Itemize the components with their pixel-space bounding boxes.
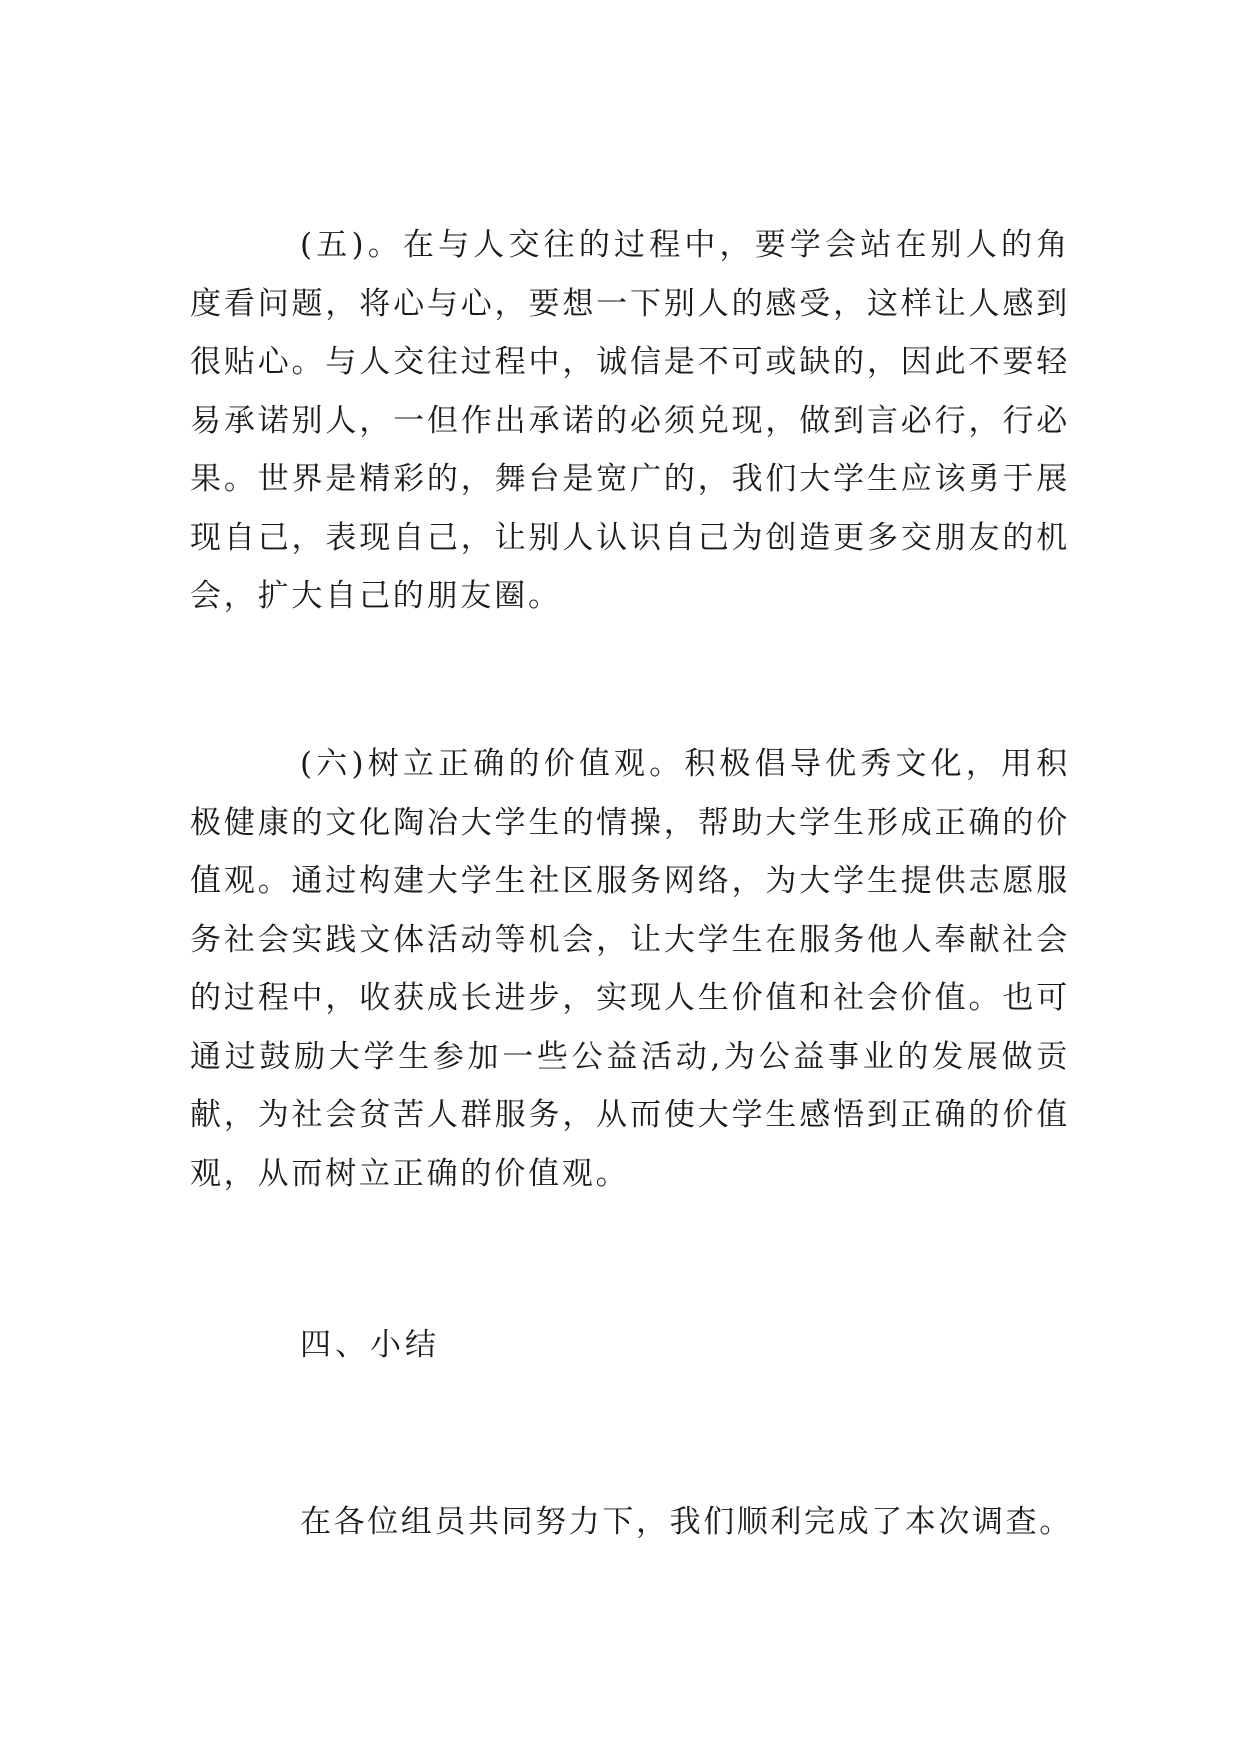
summary-paragraph: 在各位组员共同努力下，我们顺利完成了本次调查。 (300, 1504, 1073, 1540)
section-heading: 四、小结 (300, 1327, 440, 1363)
paragraph-6: (六)树立正确的价值观。积极倡导优秀文化，用积极健康的文化陶冶大学生的情操，帮助大学生形成正确的价值观。通过构建大学生社区服务网络，为大学生提供志愿服务社会实践文体活动等机会，让大学生在服务他人奉献社会的过程中，收获成长进步，实现人生价值和社会价值。也可通过鼓励大学生参加一些公益活动,为公益事业的发展做贡献，为社会贫苦人群服务，从而使大学生感悟到正确的价值观，从而树立正确的价值观。 (190, 746, 1070, 1192)
paragraph-5: (五)。在与人交往的过程中，要学会站在别人的角度看问题，将心与心，要想一下别人的感受，这样让人感到很贴心。与人交往过程中，诚信是不可或缺的，因此不要轻易承诺别人，一但作出承诺的必须兑现，做到言必行，行必果。世界是精彩的，舞台是宽广的，我们大学生应该勇于展现自己，表现自己，让别人认识自己为创造更多交朋友的机会，扩大自己的朋友圈。 (190, 227, 1070, 614)
